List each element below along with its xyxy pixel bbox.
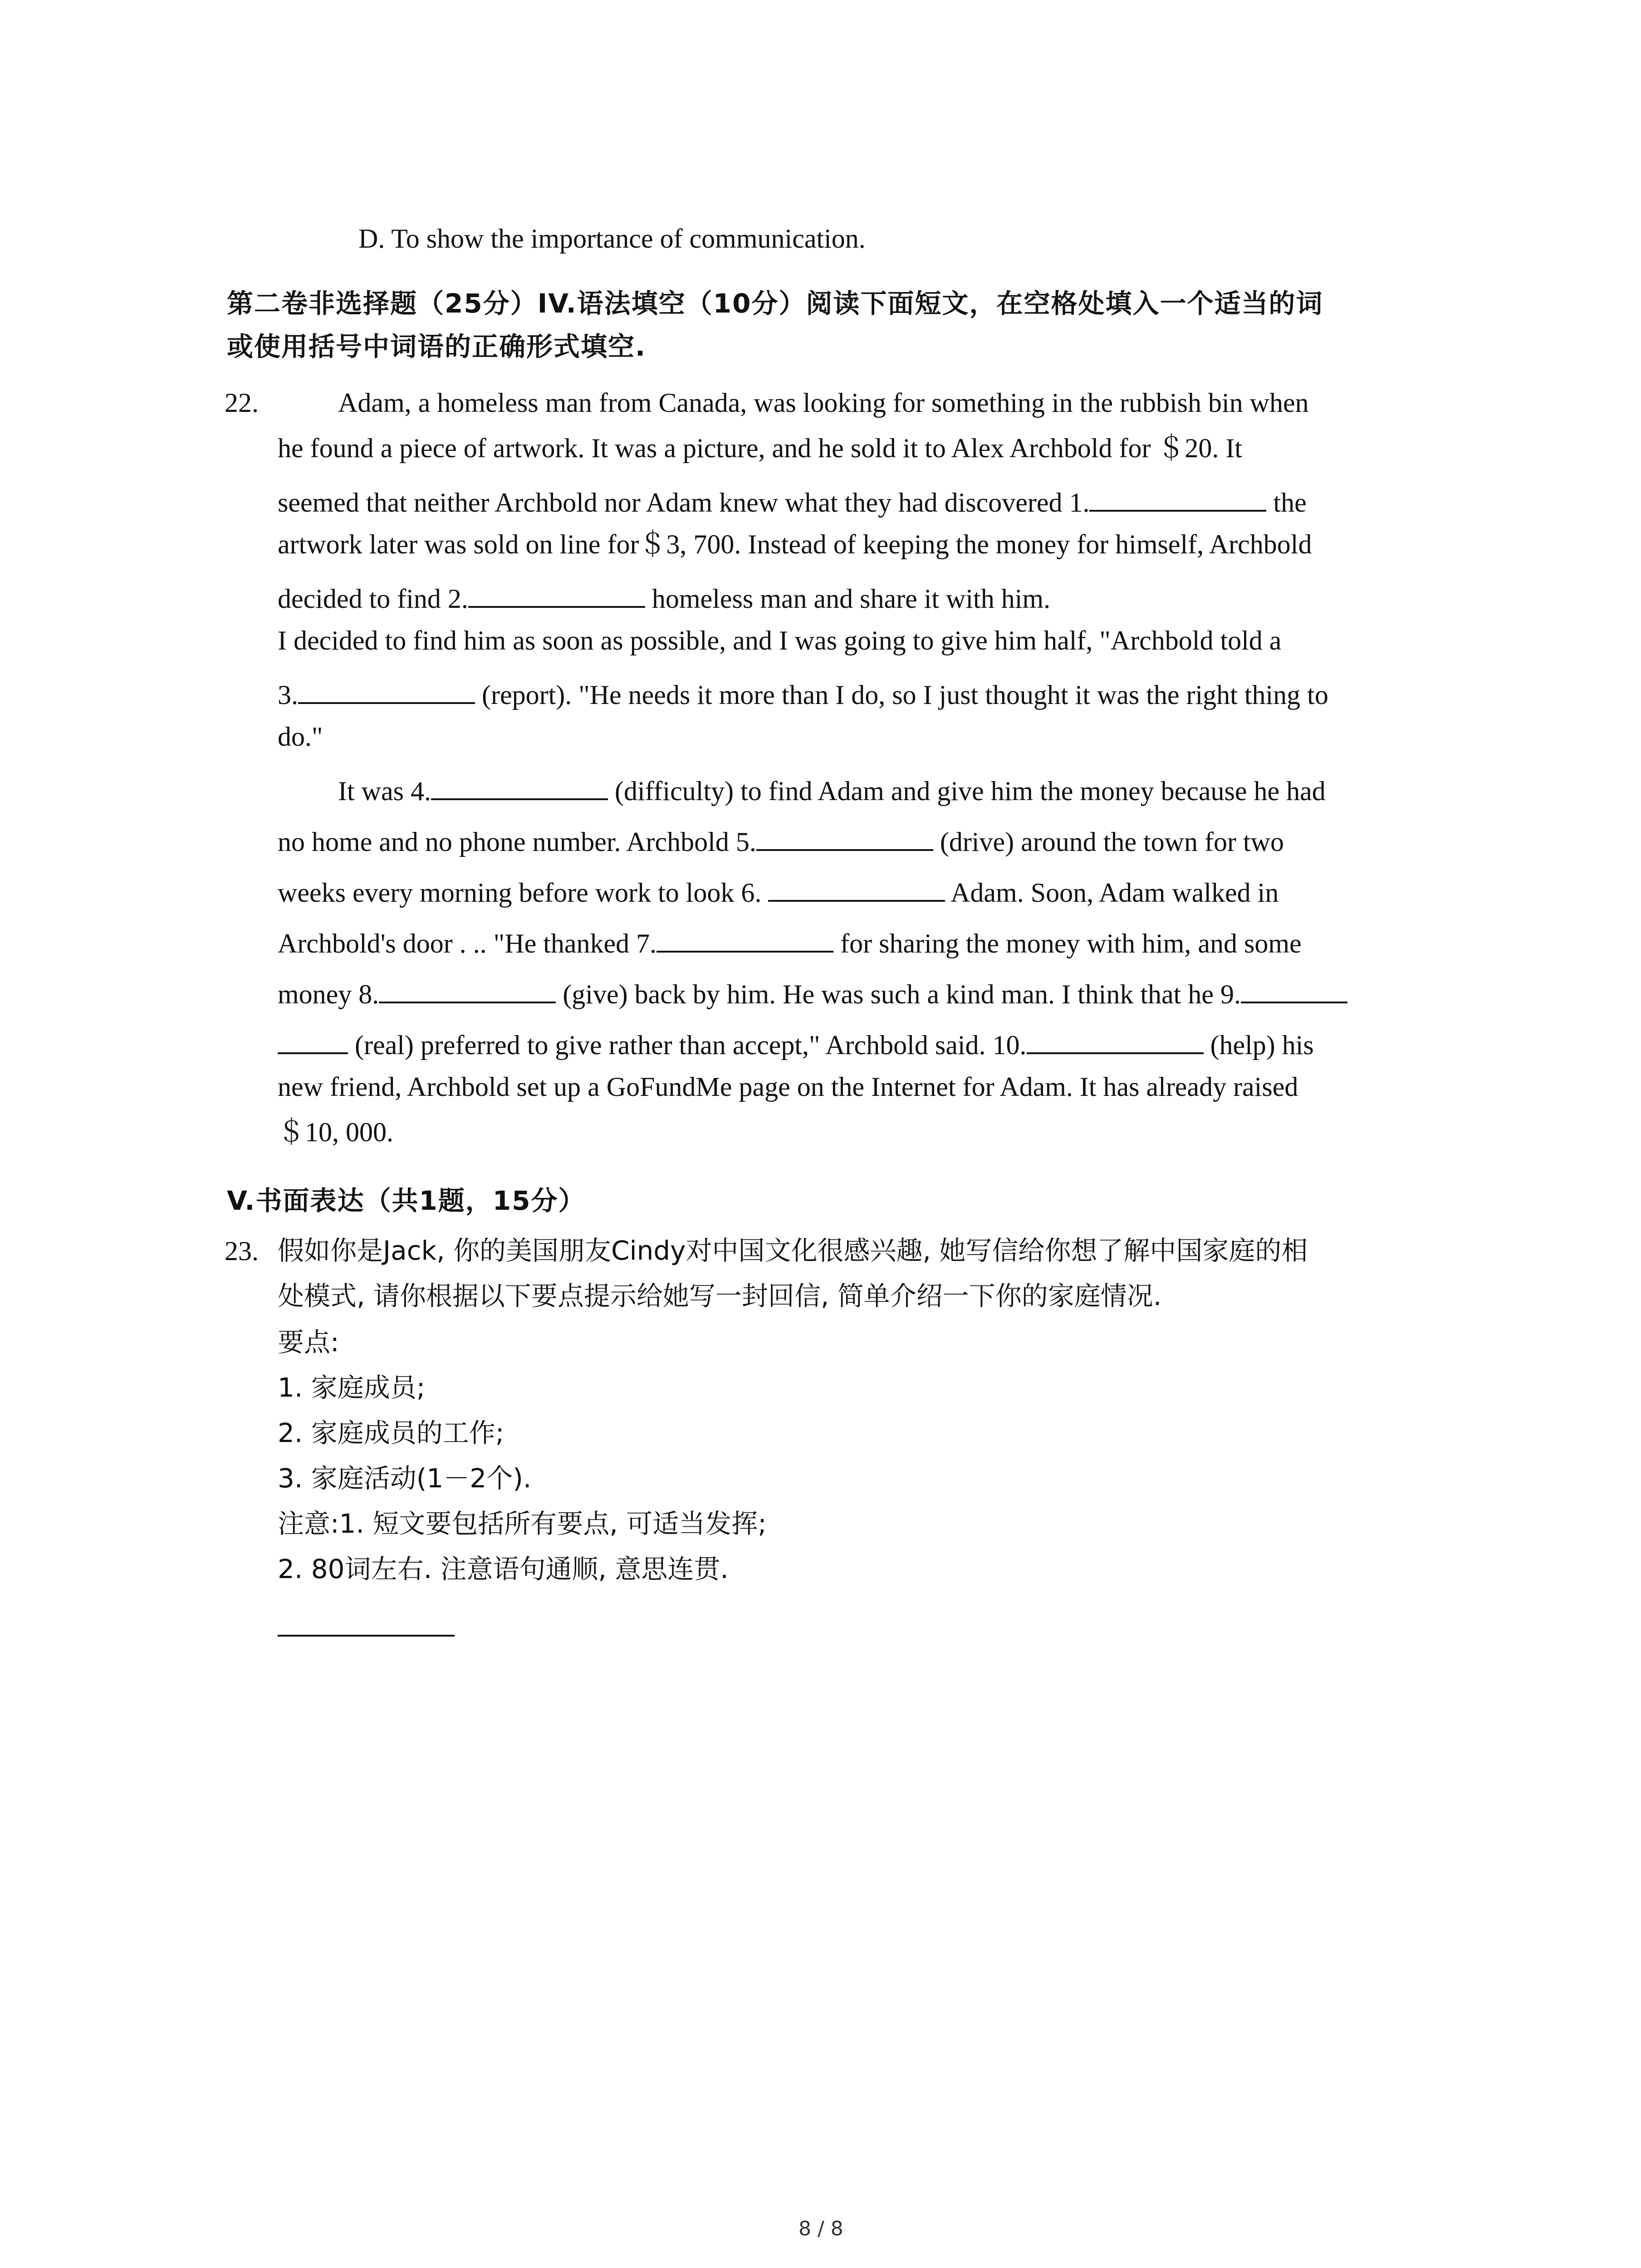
q22-line: Archbold's door . .. "He thanked 7. for sharing the money with him, and some [278,926,1302,957]
q22-line: It was 4. (difficulty) to find Adam and give him the money because he had [338,774,1326,805]
answer-blank-6[interactable] [768,875,945,902]
answer-blank-8[interactable] [379,977,556,1003]
q23-line: 假如你是Jack, 你的美国朋友Cindy对中国文化很感兴趣, 她写信给你想了解中国家庭的相 [278,1235,1308,1266]
q22-line: 3. (report). "He needs it more than I do, so I just thought it was the right thing to [278,678,1328,709]
q22-line: new friend, Archbold set up a GoFundMe page on the Internet for Adam. It has already raised [278,1072,1298,1102]
answer-blank-10[interactable] [1027,1028,1204,1054]
q22-line: artwork later was sold on line for＄3, 700. Instead of keeping the money for himself, Archbold [278,529,1312,559]
answer-blank-9-continued[interactable] [278,1028,348,1054]
q22-line: no home and no phone number. Archbold 5. (drive) around the town for two [278,825,1284,855]
option-d: D. To show the importance of communication. [358,224,866,254]
q22-line: weeks every morning before work to look 6. Adam. Soon, Adam walked in [278,875,1279,906]
q22-line: do." [278,722,323,752]
answer-blank-7[interactable] [656,926,833,953]
q23-point: 2. 家庭成员的工作; [278,1418,505,1448]
q22-line: he found a piece of artwork. It was a picture, and he sold it to Alex Archbold for ＄20. It [278,433,1243,463]
q22-line: I decided to find him as soon as possible, and I was going to give him half, "Archbold told a [278,626,1282,655]
q22-line: decided to find 2. homeless man and share it with him. [278,582,1050,612]
page-number: 8 / 8 [798,2217,843,2240]
question-number-23: 23. [225,1236,259,1266]
answer-blank-4[interactable] [431,774,608,800]
answer-blank-9[interactable] [1241,977,1347,1003]
q22-line: seemed that neither Archbold nor Adam knew what they had discovered 1. the [278,485,1307,516]
q23-note: 注意:1. 短文要包括所有要点, 可适当发挥; [278,1508,767,1539]
section-v-heading: V.书面表达（共1题，15分） [227,1185,586,1216]
section-heading-line1: 第二卷非选择题（25分）IV.语法填空（10分）阅读下面短文，在空格处填入一个适当的词 [227,288,1323,319]
answer-blank-1[interactable] [1089,485,1266,512]
answer-blank-2[interactable] [468,582,645,608]
answer-blank-5[interactable] [756,825,933,851]
q23-line: 处模式, 请你根据以下要点提示给她写一封回信, 简单介绍一下你的家庭情况. [278,1281,1162,1311]
q22-line: ＄10, 000. [278,1117,393,1147]
section-heading-line2: 或使用括号中词语的正确形式填空. [227,331,647,362]
q22-line: money 8. (give) back by him. He was such a kind man. I think that he 9. [278,977,1347,1008]
q23-point: 3. 家庭活动(1－2个). [278,1463,532,1494]
q22-line: (real) preferred to give rather than accept," Archbold said. 10. (help) his [278,1028,1314,1059]
question-number-22: 22. [225,388,259,418]
writing-answer-line[interactable] [278,1635,455,1637]
q23-point: 1. 家庭成员; [278,1372,426,1403]
q23-line: 要点: [278,1327,339,1358]
q22-line: Adam, a homeless man from Canada, was looking for something in the rubbish bin when [338,388,1309,418]
answer-blank-3[interactable] [298,678,475,704]
q23-note: 2. 80词左右. 注意语句通顺, 意思连贯. [278,1554,729,1584]
